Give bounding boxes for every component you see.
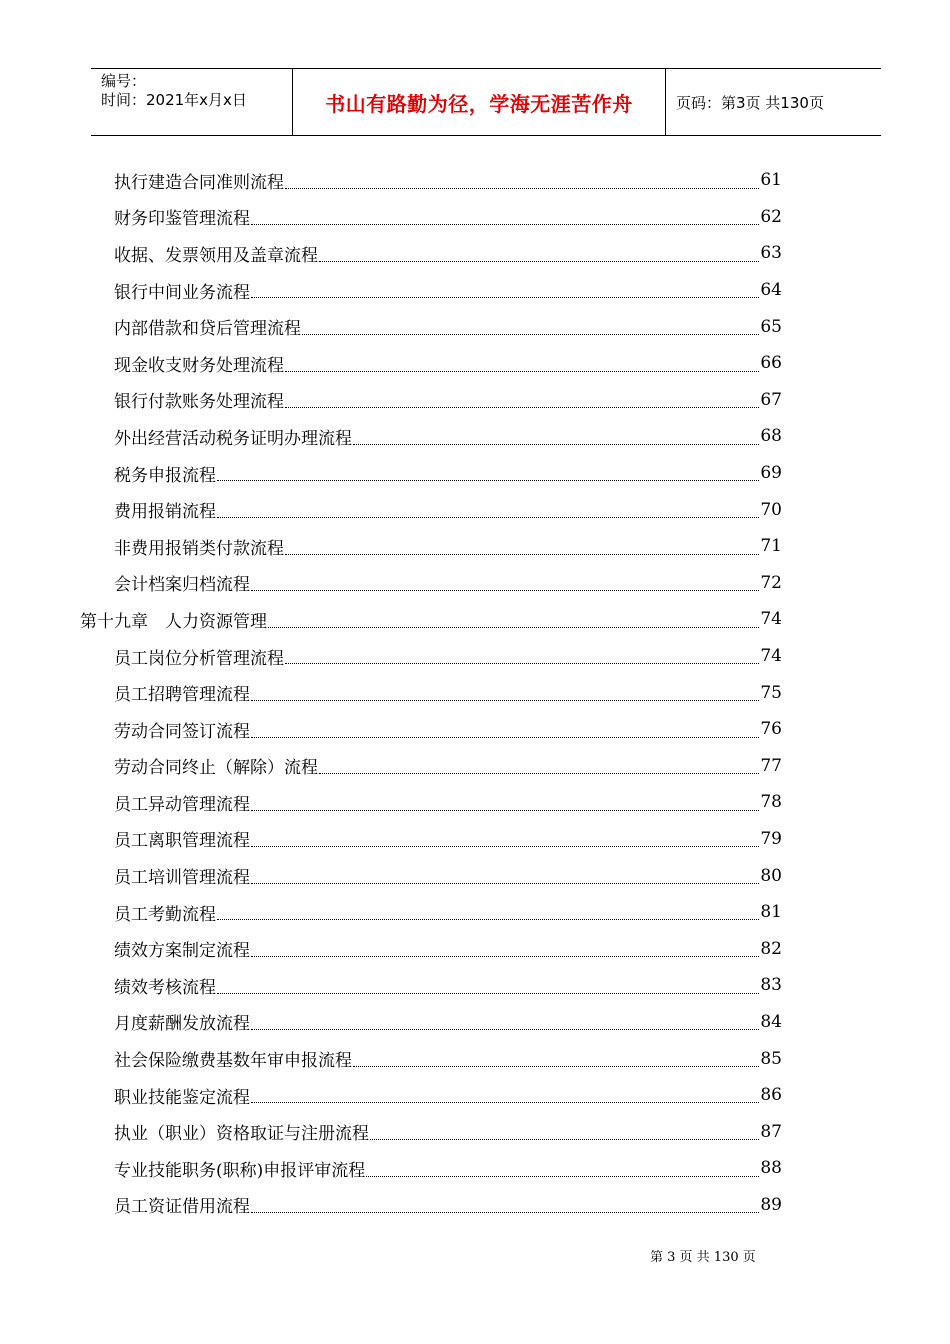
- toc-entry[interactable]: [80, 1113, 782, 1150]
- toc-entry[interactable]: [80, 199, 782, 236]
- toc-entry-title: 员工离职管理流程: [114, 831, 250, 852]
- toc-entry-title: 收据、发票领用及盖章流程: [114, 245, 318, 266]
- toc-entry[interactable]: [80, 1150, 782, 1187]
- toc-entry-title: 绩效考核流程: [114, 977, 216, 998]
- toc-entry-title: 员工招聘管理流程: [114, 685, 250, 706]
- toc-entry[interactable]: [80, 162, 782, 199]
- toc-entry[interactable]: [80, 308, 782, 345]
- toc-entry-title: 员工异动管理流程: [114, 794, 250, 815]
- toc-entry-page: 69: [760, 463, 782, 484]
- toc-entry-title: 绩效方案制定流程: [114, 941, 250, 962]
- toc-dot-leader: [251, 810, 759, 811]
- toc-dot-leader: [251, 737, 759, 738]
- toc-entry[interactable]: [80, 272, 782, 309]
- toc-entry-title: 员工考勤流程: [114, 904, 216, 925]
- toc-entry-page: 76: [760, 719, 782, 740]
- toc-dot-leader: [285, 554, 759, 555]
- document-time-label: 时间：2021年x月x日: [101, 91, 247, 109]
- toc-entry-title: 会计档案归档流程: [114, 575, 250, 596]
- toc-entry[interactable]: [80, 491, 782, 528]
- toc-entry[interactable]: [80, 967, 782, 1004]
- toc-entry[interactable]: [80, 894, 782, 931]
- toc-entry-title: 员工培训管理流程: [114, 868, 250, 889]
- toc-entry[interactable]: [80, 857, 782, 894]
- toc-entry[interactable]: [80, 1077, 782, 1114]
- toc-entry[interactable]: [80, 455, 782, 492]
- header-motto: 书山有路勤为径，学海无涯苦作舟: [293, 69, 666, 135]
- toc-dot-leader: [251, 590, 759, 591]
- toc-entry[interactable]: [80, 1004, 782, 1041]
- toc-entry-title: 非费用报销类付款流程: [114, 538, 284, 559]
- toc-entry-title: 劳动合同终止（解除）流程: [114, 758, 318, 779]
- toc-entry-title: 外出经营活动税务证明办理流程: [114, 428, 352, 449]
- toc-entry-page: 87: [760, 1121, 782, 1142]
- document-number-label: 编号：: [101, 72, 147, 90]
- toc-dot-leader: [285, 407, 759, 408]
- toc-entry-page: 81: [760, 902, 782, 923]
- toc-dot-leader: [217, 919, 759, 920]
- toc-entry-page: 80: [760, 865, 782, 886]
- toc-entry-title: 银行付款账务处理流程: [114, 392, 284, 413]
- header-page-info: 页码：第3页 共130页: [676, 93, 824, 112]
- toc-entry[interactable]: [80, 821, 782, 858]
- toc-entry-title: 内部借款和贷后管理流程: [114, 319, 301, 340]
- toc-entry-page: 62: [760, 206, 782, 227]
- toc-entry-title: 财务印鉴管理流程: [114, 209, 250, 230]
- toc-entry[interactable]: [80, 674, 782, 711]
- toc-entry-page: 75: [760, 682, 782, 703]
- toc-dot-leader: [251, 224, 759, 225]
- toc-dot-leader: [319, 261, 759, 262]
- toc-entry-page: 70: [760, 499, 782, 520]
- toc-entry[interactable]: [80, 345, 782, 382]
- toc-entry[interactable]: [80, 1187, 782, 1224]
- toc-entry-title: 费用报销流程: [114, 502, 216, 523]
- toc-dot-leader: [370, 1139, 759, 1140]
- toc-entry-page: 77: [760, 755, 782, 776]
- toc-entry-page: 79: [760, 828, 782, 849]
- toc-dot-leader: [251, 1102, 759, 1103]
- toc-dot-leader: [251, 1212, 759, 1213]
- toc-entry-title: 税务申报流程: [114, 465, 216, 486]
- toc-entry-page: 84: [760, 1011, 782, 1032]
- toc-dot-leader: [217, 993, 759, 994]
- toc-dot-leader: [302, 334, 759, 335]
- toc-entry-title: 职业技能鉴定流程: [114, 1087, 250, 1108]
- toc-entry-title: 第十九章 人力资源管理: [80, 611, 267, 632]
- toc-entry[interactable]: [80, 382, 782, 419]
- toc-dot-leader: [251, 700, 759, 701]
- toc-entry-title: 员工资证借用流程: [114, 1197, 250, 1218]
- toc-dot-leader: [319, 773, 759, 774]
- toc-entry-page: 85: [760, 1048, 782, 1069]
- toc-entry-page: 71: [760, 536, 782, 557]
- toc-entry[interactable]: [80, 711, 782, 748]
- toc-entry-title: 专业技能职务(职称)申报评审流程: [114, 1160, 366, 1181]
- toc-entry-page: 86: [760, 1085, 782, 1106]
- toc-entry-title: 执业（职业）资格取证与注册流程: [114, 1124, 369, 1145]
- toc-entry[interactable]: [80, 1040, 782, 1077]
- toc-entry[interactable]: [80, 418, 782, 455]
- toc-entry[interactable]: [80, 235, 782, 272]
- header-meta: [91, 69, 293, 135]
- toc-entry-page: 88: [760, 1158, 782, 1179]
- toc-entry-page: 74: [760, 609, 782, 630]
- toc-entry-title: 银行中间业务流程: [114, 282, 250, 303]
- toc-entry-page: 89: [760, 1194, 782, 1215]
- toc-entry-title: 劳动合同签订流程: [114, 721, 250, 742]
- page-header: [91, 68, 881, 136]
- toc-entry-title: 员工岗位分析管理流程: [114, 648, 284, 669]
- toc-dot-leader: [268, 627, 759, 628]
- toc-chapter-entry[interactable]: [80, 601, 782, 638]
- toc-entry-title: 月度薪酬发放流程: [114, 1014, 250, 1035]
- toc-entry-page: 72: [760, 572, 782, 593]
- toc-entry[interactable]: [80, 784, 782, 821]
- toc-dot-leader: [366, 1176, 759, 1177]
- toc-dot-leader: [353, 1066, 759, 1067]
- toc-entry-page: 68: [760, 426, 782, 447]
- toc-entry-page: 82: [760, 938, 782, 959]
- toc-dot-leader: [251, 883, 759, 884]
- toc-dot-leader: [217, 480, 759, 481]
- toc-dot-leader: [251, 846, 759, 847]
- toc-dot-leader: [285, 663, 759, 664]
- table-of-contents: [80, 162, 782, 1223]
- toc-entry-page: 83: [760, 975, 782, 996]
- toc-dot-leader: [251, 956, 759, 957]
- toc-entry-title: 社会保险缴费基数年审申报流程: [114, 1051, 352, 1072]
- toc-dot-leader: [285, 371, 759, 372]
- toc-entry[interactable]: [80, 930, 782, 967]
- toc-dot-leader: [217, 517, 759, 518]
- toc-entry-page: 67: [760, 389, 782, 410]
- toc-entry-page: 64: [760, 280, 782, 301]
- toc-entry-page: 74: [760, 646, 782, 667]
- toc-entry-page: 78: [760, 792, 782, 813]
- toc-dot-leader: [251, 297, 759, 298]
- toc-entry[interactable]: [80, 748, 782, 785]
- toc-entry-page: 66: [760, 353, 782, 374]
- toc-dot-leader: [353, 444, 759, 445]
- toc-dot-leader: [251, 1029, 759, 1030]
- toc-entry-page: 63: [760, 243, 782, 264]
- toc-entry[interactable]: [80, 528, 782, 565]
- toc-entry-title: 现金收支财务处理流程: [114, 355, 284, 376]
- toc-entry-page: 61: [760, 170, 782, 191]
- toc-entry-page: 65: [760, 316, 782, 337]
- toc-entry-title: 执行建造合同准则流程: [114, 172, 284, 193]
- footer-page-number: 第 3 页 共 130 页: [650, 1250, 756, 1265]
- toc-dot-leader: [285, 188, 759, 189]
- toc-entry[interactable]: [80, 565, 782, 602]
- toc-entry[interactable]: [80, 638, 782, 675]
